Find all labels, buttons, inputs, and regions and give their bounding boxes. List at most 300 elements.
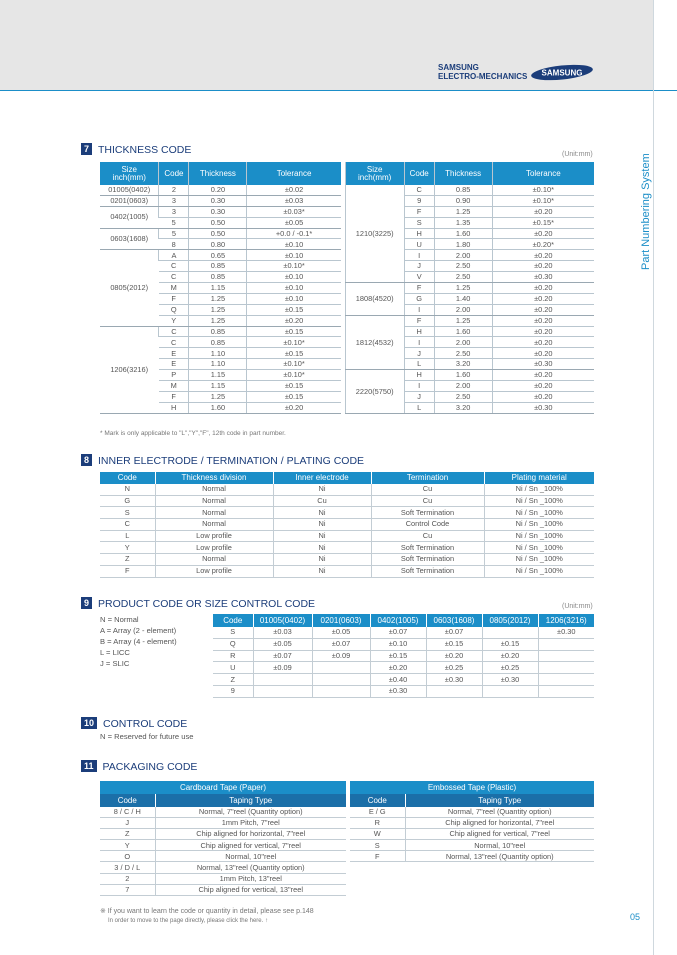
table-cell: Ni [273, 519, 371, 531]
section-title-control [81, 717, 187, 730]
table-cell [538, 674, 594, 686]
side-title: Part Numbering System [640, 153, 652, 270]
table-cell: ±0.20 [426, 650, 482, 662]
table-cell: ±0.07 [312, 638, 370, 650]
table-cell: ±0.05 [253, 638, 312, 650]
thickness-cell: 0.20 [189, 185, 247, 195]
packaging-link-note[interactable]: In order to move to the page directly, please click the here. ↑ [108, 918, 268, 924]
taping-type-cell: Normal, 13"reel (Quantity option) [155, 862, 346, 873]
column-gap [341, 402, 345, 413]
table-cell: ±0.15 [426, 638, 482, 650]
tolerance-cell: ±0.10 [247, 239, 341, 250]
table-cell: Ni [273, 507, 371, 519]
size-cell: 1812(4532) [345, 315, 404, 369]
thickness-cell: 2.00 [434, 337, 492, 348]
table-cell [538, 662, 594, 674]
thickness-cell: 2.00 [434, 250, 492, 261]
section-title-text: CONTROL CODE [103, 718, 188, 730]
brand-line-2: ELECTRO-MECHANICS [438, 71, 528, 81]
table-cell: Cu [371, 495, 484, 507]
thickness-cell: 0.80 [189, 239, 247, 250]
tolerance-cell: ±0.30 [492, 272, 594, 283]
col-taping-type: Taping Type [155, 794, 346, 807]
code-cell: H [159, 402, 189, 413]
tolerance-cell: ±0.20 [247, 315, 341, 326]
thickness-cell: 0.85 [189, 261, 247, 272]
code-cell: I [404, 381, 434, 392]
tolerance-cell: ±0.02 [247, 185, 341, 195]
column-header: Code [213, 614, 253, 627]
table-cell [253, 685, 312, 697]
table-cell [538, 638, 594, 650]
table-cell: S [100, 507, 155, 519]
code-cell: Y [159, 315, 189, 326]
section-number: 7 [81, 143, 92, 155]
table-cell: Z [100, 554, 155, 566]
section-title-text: THICKNESS CODE [98, 144, 192, 156]
table-cell: N [100, 484, 155, 495]
thickness-cell: 0.50 [189, 217, 247, 228]
table-row [100, 829, 346, 840]
column-gap [341, 195, 345, 206]
table-cell: Soft Termination [371, 507, 484, 519]
table-cell: Low profile [155, 530, 273, 542]
code-cell: U [404, 239, 434, 250]
table-row [100, 507, 594, 519]
table-cell: Cu [273, 495, 371, 507]
thickness-cell: 2.50 [434, 272, 492, 283]
table-row [100, 370, 594, 381]
table-cell: Cu [371, 484, 484, 495]
column-header: 0805(2012) [482, 614, 538, 627]
table-row [213, 662, 594, 674]
thickness-cell: 1.25 [189, 293, 247, 304]
code-cell: 9 [404, 195, 434, 206]
table-cell: Cu [371, 530, 484, 542]
table-cell: ±0.20 [482, 650, 538, 662]
tolerance-cell: ±0.20 [492, 381, 594, 392]
code-cell: M [159, 283, 189, 294]
table-row [100, 484, 594, 495]
code-cell: H [404, 326, 434, 337]
table-cell [253, 674, 312, 686]
thickness-cell: 0.30 [189, 206, 247, 217]
code-cell: F [404, 283, 434, 294]
col-code: Code [350, 794, 405, 807]
code-cell: R [350, 818, 405, 829]
section-title-text: PACKAGING CODE [102, 761, 198, 773]
thickness-cell: 1.25 [434, 283, 492, 294]
thickness-cell: 2.50 [434, 261, 492, 272]
table-cell: ±0.07 [370, 627, 426, 638]
table-cell: ±0.40 [370, 674, 426, 686]
taping-type-cell: Chip aligned for horizontal, 7"reel [155, 829, 346, 840]
thickness-cell: 1.15 [189, 370, 247, 381]
thickness-cell: 1.80 [434, 239, 492, 250]
table-cell: C [100, 519, 155, 531]
table-cell [538, 685, 594, 697]
table-cell: ±0.15 [370, 650, 426, 662]
taping-type-cell: Normal, 7"reel (Quantity option) [155, 807, 346, 818]
code-cell: H [404, 228, 434, 239]
table-row [213, 638, 594, 650]
table-row [213, 627, 594, 638]
section-title-text: INNER ELECTRODE / TERMINATION / PLATING CODE [98, 455, 365, 467]
code-cell: 7 [100, 884, 155, 895]
taping-type-cell: Normal, 13"reel (Quantity option) [405, 851, 594, 862]
page-number: 05 [630, 912, 641, 922]
thickness-cell: 1.25 [434, 315, 492, 326]
section-title-electrode [81, 454, 364, 467]
thickness-cell: 0.50 [189, 228, 247, 239]
tolerance-cell: ±0.15* [492, 217, 594, 228]
table-cell: U [213, 662, 253, 674]
tolerance-cell: ±0.15 [247, 304, 341, 315]
table-row [350, 807, 594, 818]
tolerance-cell: ±0.10* [492, 185, 594, 195]
table-row [350, 840, 594, 851]
section-title-packaging [81, 760, 197, 773]
code-cell: I [404, 304, 434, 315]
column-header: Thickness division [155, 472, 273, 484]
unit-label: (Unit:mm) [562, 151, 593, 158]
col-taping-type: Taping Type [405, 794, 594, 807]
code-cell: E / G [350, 807, 405, 818]
code-cell: 8 / C / H [100, 807, 155, 818]
column-gap [341, 293, 345, 304]
table-cell: Normal [155, 484, 273, 495]
table-cell: ±0.30 [538, 627, 594, 638]
paper-tape-title: Cardboard Tape (Paper) [100, 781, 346, 794]
table-header-row [100, 472, 594, 484]
taping-type-cell: Chip aligned for horizontal, 7"reel [405, 818, 594, 829]
table-cell [426, 685, 482, 697]
thickness-cell: 2.50 [434, 391, 492, 402]
column-gap [341, 359, 345, 370]
column-gap [341, 381, 345, 392]
section-number: 10 [81, 717, 97, 729]
table-row [100, 495, 594, 507]
thickness-cell: 2.00 [434, 381, 492, 392]
code-cell: L [404, 402, 434, 413]
table-row [100, 519, 594, 531]
table-row [100, 185, 594, 195]
column-header: 0603(1608) [426, 614, 482, 627]
size-cell: 1210(3225) [345, 185, 404, 283]
taping-type-cell: Normal, 10"reel [155, 851, 346, 862]
tolerance-cell: ±0.30 [492, 359, 594, 370]
table-row [100, 542, 594, 554]
tolerance-cell: ±0.20 [492, 206, 594, 217]
thickness-cell: 0.65 [189, 250, 247, 261]
table-row [100, 807, 346, 818]
brand-name [438, 64, 527, 81]
code-cell: I [404, 337, 434, 348]
code-cell: 2 [159, 185, 189, 195]
table-cell: ±0.03 [253, 627, 312, 638]
plastic-tape-table [350, 781, 594, 862]
code-cell: Y [100, 840, 155, 851]
code-cell: A [159, 250, 189, 261]
table-cell: L [100, 530, 155, 542]
thickness-cell: 0.85 [189, 337, 247, 348]
size-cell: 1206(3216) [100, 326, 159, 413]
code-cell: F [350, 851, 405, 862]
table-cell: Ni [273, 530, 371, 542]
col-size: Size inch(mm) [345, 162, 404, 185]
thickness-cell: 1.25 [189, 304, 247, 315]
column-header: Termination [371, 472, 484, 484]
code-cell: Z [100, 829, 155, 840]
section-number: 11 [81, 760, 97, 772]
table-cell: Soft Termination [371, 542, 484, 554]
tolerance-cell: ±0.20 [492, 370, 594, 381]
code-cell: E [159, 359, 189, 370]
code-cell: Q [159, 304, 189, 315]
tolerance-cell: ±0.10* [247, 359, 341, 370]
samsung-logo [530, 64, 594, 81]
legend-item: A = Array (2 - element) [100, 626, 177, 635]
code-cell: C [159, 272, 189, 283]
tolerance-cell: ±0.10 [247, 250, 341, 261]
column-header: Code [100, 472, 155, 484]
thickness-cell: 1.40 [434, 293, 492, 304]
table-cell: ±0.25 [426, 662, 482, 674]
header-divider [0, 90, 677, 91]
size-cell: 0201(0603) [100, 195, 159, 206]
taping-type-cell: Normal, 10"reel [405, 840, 594, 851]
paper-tape-table [100, 781, 346, 896]
table-row [100, 554, 594, 566]
table-cell: Ni [273, 554, 371, 566]
tolerance-cell: ±0.20* [492, 239, 594, 250]
table-row [100, 851, 346, 862]
table-cell: Normal [155, 554, 273, 566]
table-cell: ±0.25 [482, 662, 538, 674]
col-code: Code [159, 162, 189, 185]
electrode-code-table [100, 472, 594, 578]
table-cell: Low profile [155, 542, 273, 554]
size-cell: 0603(1608) [100, 228, 159, 250]
table-cell: ±0.15 [482, 638, 538, 650]
table-cell [538, 650, 594, 662]
column-gap [341, 217, 345, 228]
thickness-cell: 2.00 [434, 304, 492, 315]
code-cell: S [350, 840, 405, 851]
thickness-cell: 0.85 [189, 326, 247, 337]
column-header: 01005(0402) [253, 614, 312, 627]
legend-item: L = LICC [100, 648, 130, 657]
table-cell: ±0.30 [426, 674, 482, 686]
table-cell: Ni / Sn _100% [484, 507, 594, 519]
section-number: 8 [81, 454, 92, 466]
table-cell: ±0.09 [253, 662, 312, 674]
table-cell: 9 [213, 685, 253, 697]
code-cell: G [404, 293, 434, 304]
code-cell: W [350, 829, 405, 840]
table-cell: Low profile [155, 565, 273, 577]
size-cell: 0805(2012) [100, 250, 159, 326]
table-cell: ±0.10 [370, 638, 426, 650]
table-cell: ±0.30 [370, 685, 426, 697]
tolerance-cell: ±0.10* [247, 370, 341, 381]
unit-label: (Unit:mm) [562, 603, 593, 610]
code-cell: 3 [159, 206, 189, 217]
thickness-footnote: * Mark is only applicable to "L","Y","F", 12th code in part number. [100, 430, 286, 437]
thickness-cell: 3.20 [434, 402, 492, 413]
code-cell: I [404, 250, 434, 261]
tolerance-cell: ±0.10* [247, 261, 341, 272]
tolerance-cell: ±0.10* [492, 195, 594, 206]
table-cell: Ni / Sn _100% [484, 519, 594, 531]
table-cell: Y [100, 542, 155, 554]
code-cell: J [100, 818, 155, 829]
table-row [350, 851, 594, 862]
tolerance-cell: ±0.10 [247, 272, 341, 283]
column-header: Inner electrode [273, 472, 371, 484]
thickness-cell: 1.60 [434, 326, 492, 337]
section-title-text: PRODUCT CODE OR SIZE CONTROL CODE [98, 598, 316, 610]
tolerance-cell: ±0.15 [247, 391, 341, 402]
code-cell: F [404, 315, 434, 326]
code-cell: 3 [159, 195, 189, 206]
code-cell: C [159, 326, 189, 337]
table-cell: ±0.09 [312, 650, 370, 662]
product-code-legend [100, 614, 177, 669]
column-gap [341, 239, 345, 250]
section-title-product [81, 597, 315, 610]
table-cell: Soft Termination [371, 554, 484, 566]
code-cell: O [100, 851, 155, 862]
table-cell: Z [213, 674, 253, 686]
code-cell: L [404, 359, 434, 370]
table-row [350, 818, 594, 829]
column-gap [341, 348, 345, 359]
table-cell: Ni / Sn _100% [484, 542, 594, 554]
tolerance-cell: ±0.10 [247, 283, 341, 294]
table-cell: Soft Termination [371, 565, 484, 577]
thickness-cell: 2.50 [434, 348, 492, 359]
table-cell: Ni / Sn _100% [484, 565, 594, 577]
margin-line [653, 0, 654, 955]
col-tolerance: Tolerance [492, 162, 594, 185]
taping-type-cell: 1mm Pitch, 13"reel [155, 873, 346, 884]
thickness-cell: 1.15 [189, 381, 247, 392]
section-number: 9 [81, 597, 92, 609]
packaging-note: ※ If you want to learn the code or quantity in detail, please see p.148 [100, 908, 314, 915]
thickness-cell: 1.25 [189, 391, 247, 402]
table-cell: ±0.07 [426, 627, 482, 638]
table-row [213, 674, 594, 686]
col-thickness: Thickness [434, 162, 492, 185]
thickness-cell: 0.85 [189, 272, 247, 283]
thickness-cell: 3.20 [434, 359, 492, 370]
column-header: 0402(1005) [370, 614, 426, 627]
thickness-cell: 1.10 [189, 359, 247, 370]
thickness-cell: 1.25 [434, 206, 492, 217]
table-cell: Ni / Sn _100% [484, 495, 594, 507]
table-row [100, 862, 346, 873]
thickness-cell: 1.25 [189, 315, 247, 326]
table-cell: ±0.05 [312, 627, 370, 638]
code-cell: J [404, 391, 434, 402]
table-cell: Normal [155, 495, 273, 507]
tolerance-cell: ±0.03* [247, 206, 341, 217]
table-cell: ±0.07 [253, 650, 312, 662]
code-cell: E [159, 348, 189, 359]
thickness-cell: 0.90 [434, 195, 492, 206]
column-header: 0201(0603) [312, 614, 370, 627]
column-header: 1206(3216) [538, 614, 594, 627]
table-cell [312, 662, 370, 674]
taping-type-cell: Normal, 7"reel (Quantity option) [405, 807, 594, 818]
code-cell: J [404, 261, 434, 272]
column-header: Plating material [484, 472, 594, 484]
column-gap [341, 304, 345, 315]
table-row [100, 530, 594, 542]
table-cell: R [213, 650, 253, 662]
code-cell: 3 / D / L [100, 862, 155, 873]
code-cell: F [159, 293, 189, 304]
col-code: Code [100, 794, 155, 807]
code-cell: J [404, 348, 434, 359]
tolerance-cell: ±0.20 [492, 391, 594, 402]
tolerance-cell: +0.0 / -0.1* [247, 228, 341, 239]
code-cell: M [159, 381, 189, 392]
column-gap [341, 228, 345, 239]
table-cell [312, 685, 370, 697]
col-size: Size inch(mm) [100, 162, 159, 185]
size-cell: 01005(0402) [100, 185, 159, 195]
taping-type-cell: Chip aligned for vertical, 7"reel [405, 829, 594, 840]
table-cell: Ni / Sn _100% [484, 530, 594, 542]
table-cell: ±0.30 [482, 674, 538, 686]
code-cell: 5 [159, 217, 189, 228]
table-row [100, 315, 594, 326]
legend-item: N = Normal [100, 615, 139, 624]
taping-type-cell: Chip aligned for vertical, 13"reel [155, 884, 346, 895]
tolerance-cell: ±0.10 [247, 293, 341, 304]
thickness-cell: 1.60 [189, 402, 247, 413]
plastic-tape-title: Embossed Tape (Plastic) [350, 781, 594, 794]
table-row [100, 873, 346, 884]
code-cell: F [404, 206, 434, 217]
size-cell: 0402(1005) [100, 206, 159, 228]
table-row [213, 685, 594, 697]
code-cell: 2 [100, 873, 155, 884]
tolerance-cell: ±0.15 [247, 326, 341, 337]
tolerance-cell: ±0.20 [492, 337, 594, 348]
legend-item: J = SLIC [100, 659, 130, 668]
thickness-code-table [100, 162, 594, 414]
column-gap [341, 326, 345, 337]
brand-line-1: SAMSUNG [438, 63, 479, 72]
code-cell: 5 [159, 228, 189, 239]
tolerance-cell: ±0.20 [492, 283, 594, 294]
code-cell: F [159, 391, 189, 402]
code-cell: H [404, 370, 434, 381]
tolerance-cell: ±0.20 [492, 315, 594, 326]
table-cell: F [100, 565, 155, 577]
column-gap [341, 261, 345, 272]
tolerance-cell: ±0.20 [492, 228, 594, 239]
table-row [213, 650, 594, 662]
taping-type-cell: 1mm Pitch, 7"reel [155, 818, 346, 829]
table-cell: Ni / Sn _100% [484, 484, 594, 495]
table-row [100, 565, 594, 577]
table-row [100, 818, 346, 829]
tolerance-cell: ±0.20 [492, 326, 594, 337]
